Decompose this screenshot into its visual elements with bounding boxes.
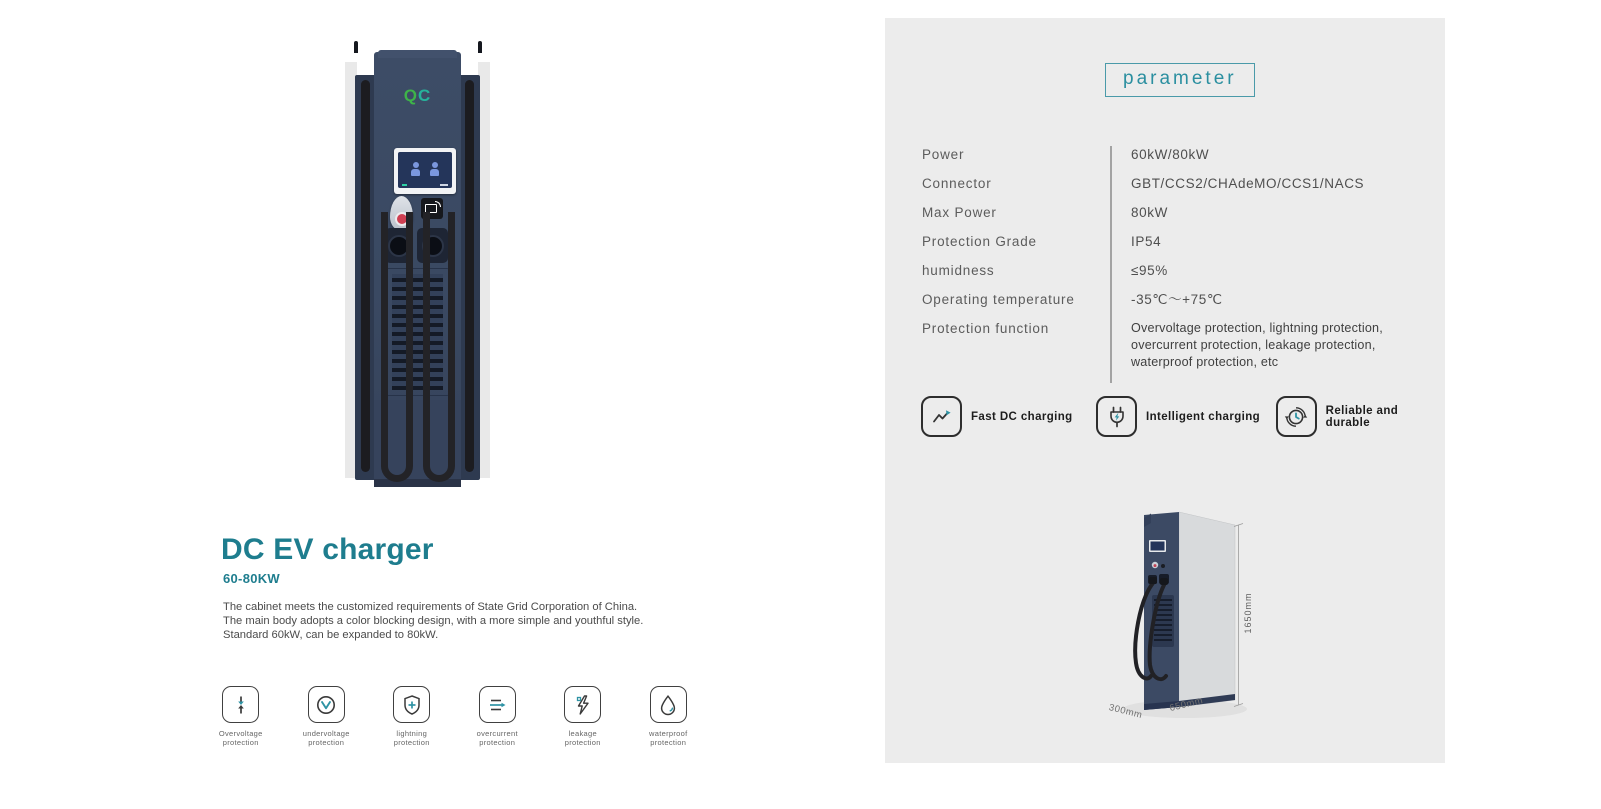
cable-hook-icon bbox=[478, 41, 482, 53]
protection-label: Overvoltage protection bbox=[218, 729, 263, 747]
charger-left-cable-bay bbox=[355, 75, 376, 480]
spec-row-power: Power 60kW/80kW bbox=[922, 147, 1210, 162]
spec-row-max-power: Max Power 80kW bbox=[922, 205, 1168, 220]
charger-side-panel bbox=[1179, 512, 1235, 707]
screen-status-dash bbox=[440, 184, 448, 186]
spec-table bbox=[922, 146, 1422, 382]
protection-label: waterproof protection bbox=[649, 729, 688, 747]
reliable-durable-icon bbox=[1276, 396, 1317, 437]
panel-title-box bbox=[1105, 63, 1255, 97]
leakage-icon bbox=[564, 686, 601, 723]
power-range-subtitle: 60-80KW bbox=[223, 571, 281, 586]
width-dimension-label: 650mm bbox=[1168, 695, 1205, 715]
panel-title: parameter bbox=[1123, 68, 1237, 89]
spec-row-protection-grade: Protection Grade IP54 bbox=[922, 234, 1162, 249]
protection-label: leakage protection bbox=[564, 729, 601, 747]
waterproof-icon bbox=[650, 686, 687, 723]
screen-status-dot bbox=[402, 184, 407, 186]
charger-right-cable-bay bbox=[459, 75, 480, 480]
depth-dimension-label: 300mm bbox=[1107, 702, 1144, 722]
feature-intelligent-charging bbox=[1096, 396, 1260, 437]
spec-row-connector: Connector GBT/CCS2/CHAdeMO/CCS1/NACS bbox=[922, 176, 1365, 191]
product-description: The cabinet meets the customized requirements of State Grid Corporation of China. The main body adopts a color blocking design, with a more simple and youthful style. Standard 60kW, can be expanded to 80kW. bbox=[223, 601, 644, 641]
feature-label: Reliable and durable bbox=[1325, 404, 1399, 429]
card-reader bbox=[1161, 564, 1165, 568]
protection-item-leakage bbox=[540, 686, 626, 747]
charging-cable bbox=[423, 212, 455, 482]
brand-logo: QC bbox=[403, 86, 432, 105]
undervoltage-icon bbox=[308, 686, 345, 723]
cable-hook-icon bbox=[354, 41, 358, 53]
protection-item-overvoltage bbox=[198, 686, 284, 747]
fast-dc-charging-icon bbox=[921, 396, 962, 437]
feature-label: Intelligent charging bbox=[1146, 410, 1261, 423]
charger-front-photo bbox=[345, 50, 490, 487]
intelligent-charging-icon bbox=[1096, 396, 1137, 437]
overcurrent-icon bbox=[479, 686, 516, 723]
feature-label: Fast DC charging bbox=[971, 410, 1073, 423]
charger-base bbox=[374, 479, 461, 487]
spec-row-humidness: humidness ≤95% bbox=[922, 263, 1168, 278]
nfc-wave-icon bbox=[435, 201, 441, 207]
protection-item-overcurrent bbox=[455, 686, 541, 747]
charger-display-screen bbox=[394, 148, 456, 194]
protection-item-lightning bbox=[369, 686, 455, 747]
protection-label: lightning protection bbox=[393, 729, 430, 747]
protection-icon-row bbox=[198, 686, 711, 747]
feature-reliable-durable bbox=[1276, 396, 1445, 437]
spec-row-operating-temperature: Operating temperature -35℃～+75℃ bbox=[922, 292, 1223, 307]
protection-item-waterproof bbox=[626, 686, 712, 747]
protection-label: undervoltage protection bbox=[302, 729, 350, 747]
parameter-panel bbox=[885, 18, 1445, 763]
charger-cabinet-top bbox=[378, 50, 457, 58]
charging-cable bbox=[381, 212, 413, 482]
protection-label: overcurrent protection bbox=[476, 729, 518, 747]
protection-item-undervoltage bbox=[284, 686, 370, 747]
feature-fast-dc-charging bbox=[921, 396, 1073, 437]
overvoltage-icon bbox=[222, 686, 259, 723]
lightning-protection-icon bbox=[393, 686, 430, 723]
user-figure-icon bbox=[430, 162, 439, 176]
screen-content bbox=[398, 152, 452, 188]
spec-row-protection-function: Protection function Overvoltage protection, lightning protection, overcurrent protection, leakage protection, waterproof protection, etc bbox=[922, 321, 1383, 369]
height-dimension-label: 1650mm bbox=[1243, 592, 1253, 634]
page-title: DC EV charger bbox=[221, 533, 434, 566]
user-figure-icon bbox=[411, 162, 420, 176]
dimension-figure bbox=[1063, 483, 1291, 741]
